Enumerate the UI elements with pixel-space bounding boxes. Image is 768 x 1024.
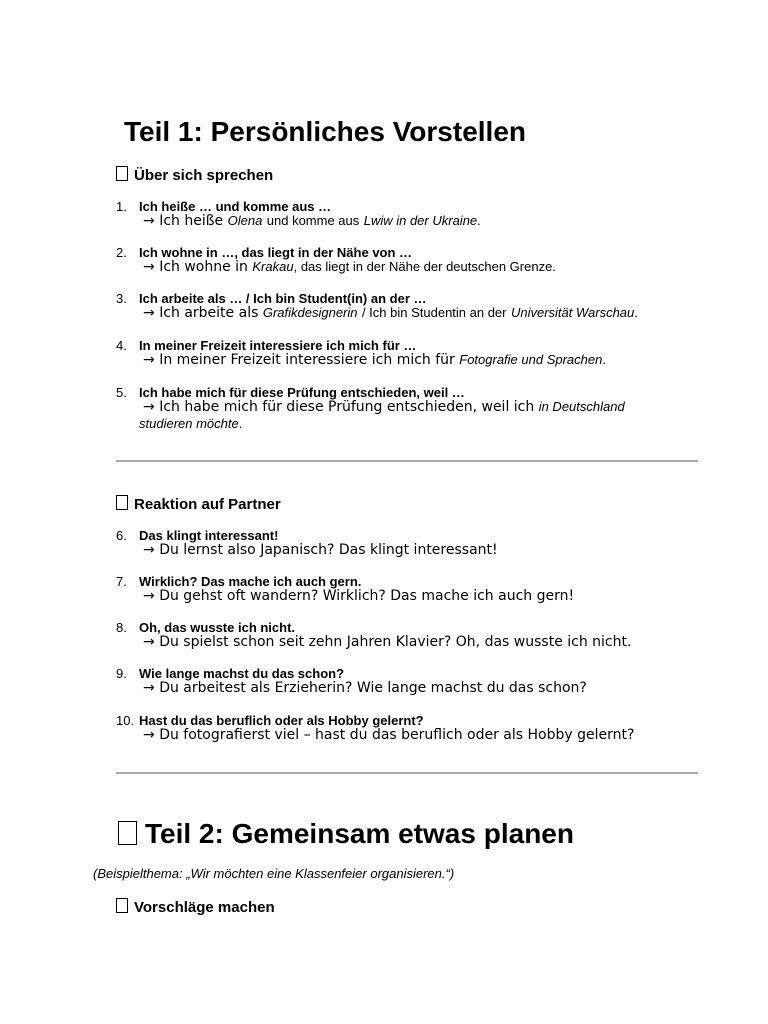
example-text: . [634,305,638,320]
arrow-icon: → [143,542,155,558]
section-heading-reaktion-auf-partner [116,495,281,513]
example-italic: in Deutschland [538,399,625,414]
item-number: 9. [116,666,127,681]
example-italic: Universität Warschau [510,305,635,320]
divider [116,772,698,774]
arrow-icon: → [143,399,155,415]
arrow-icon: → [143,305,155,321]
divider [116,460,698,462]
item-prompt: Wirklich? Das mache ich auch gern. [139,574,362,589]
item-prompt: In meiner Freizeit interessiere ich mich für … [139,338,417,353]
item-number: 3. [116,291,127,306]
example-text: Du arbeitest als Erzieherin? Wie lange machst du das schon? [159,680,587,696]
arrow-icon: → [143,634,155,650]
example-text: und komme aus [266,213,360,228]
example-text: . [238,416,243,431]
example-italic: Olena [227,213,263,228]
page-title-teil-1: Teil 1: Persönliches Vorstellen [124,116,526,147]
missing-glyph-icon [116,495,128,510]
example-text: Ich habe mich für diese Prüfung entschieden, weil ich [159,399,535,415]
section-heading-label: Vorschläge machen [134,899,275,916]
item-example [143,213,481,229]
example-text: Ich arbeite als [159,305,259,321]
example-text: Du spielst schon seit zehn Jahren Klavier? Oh, das wusste ich nicht. [159,634,632,650]
item-example [143,305,638,321]
example-text: Ich heiße [159,213,224,229]
item-example [143,727,634,743]
item-number: 8. [116,620,127,635]
section-heading-vorschlaege-machen [116,898,275,916]
example-text: . [602,352,606,367]
item-prompt: Hast du das beruflich oder als Hobby gelernt? [139,713,424,728]
section-heading-ueber-sich-sprechen [116,166,273,184]
item-number: 1. [116,199,127,214]
arrow-icon: → [143,727,155,743]
item-example [143,588,574,604]
heading-label: Teil 2: Gemeinsam etwas planen [145,818,574,849]
example-italic: Grafikdesignerin [262,305,358,320]
item-example [143,352,606,368]
example-italic: Krakau [252,259,294,274]
item-prompt: Das klingt interessant! [139,528,279,543]
item-example-continuation [139,416,242,431]
item-prompt: Ich heiße … und komme aus … [139,199,332,214]
item-number: 2. [116,245,127,260]
item-prompt: Oh, das wusste ich nicht. [139,620,296,635]
item-example [143,259,556,275]
example-text: , das liegt in der Nähe der deutschen Grenze. [293,259,556,274]
item-example [143,680,587,696]
item-number: 5. [116,385,127,400]
example-text: Du gehst oft wandern? Wirklich? Das mache ich auch gern! [159,588,575,604]
example-text: Ich wohne in [159,259,248,275]
missing-glyph-icon [116,898,128,913]
example-topic-note: (Beispielthema: „Wir möchten eine Klassenfeier organisieren.“) [93,866,455,881]
example-text: In meiner Freizeit interessiere ich mich für [159,352,455,368]
missing-glyph-icon [116,166,128,181]
example-text: Du fotografierst viel – hast du das beruflich oder als Hobby gelernt? [159,727,635,743]
arrow-icon: → [143,352,155,368]
example-italic: studieren möchte [139,416,239,431]
item-prompt: Ich wohne in …, das liegt in der Nähe von … [139,245,413,260]
item-prompt: Wie lange machst du das schon? [139,666,345,681]
example-italic: Fotografie und Sprachen [459,352,603,367]
item-number: 4. [116,338,127,353]
item-number: 6. [116,528,127,543]
item-prompt: Ich habe mich für diese Prüfung entschieden, weil … [139,385,465,400]
arrow-icon: → [143,213,155,229]
item-example [143,634,631,650]
item-number: 10. [116,713,135,728]
example-italic: Lwiw in der Ukraine [363,213,478,228]
item-prompt: Ich arbeite als … / Ich bin Student(in) an der … [139,291,427,306]
section-heading-label: Über sich sprechen [134,167,274,184]
example-text: / Ich bin Studentin an der [361,305,507,320]
page-title-teil-2 [118,818,574,850]
item-example [143,542,498,558]
section-heading-label: Reaktion auf Partner [134,496,281,513]
arrow-icon: → [143,680,155,696]
example-text: Du lernst also Japanisch? Das klingt interessant! [159,542,498,558]
arrow-icon: → [143,588,155,604]
example-text: . [477,213,481,228]
item-example [143,399,625,415]
arrow-icon: → [143,259,155,275]
missing-glyph-icon [118,821,137,845]
item-number: 7. [116,574,127,589]
